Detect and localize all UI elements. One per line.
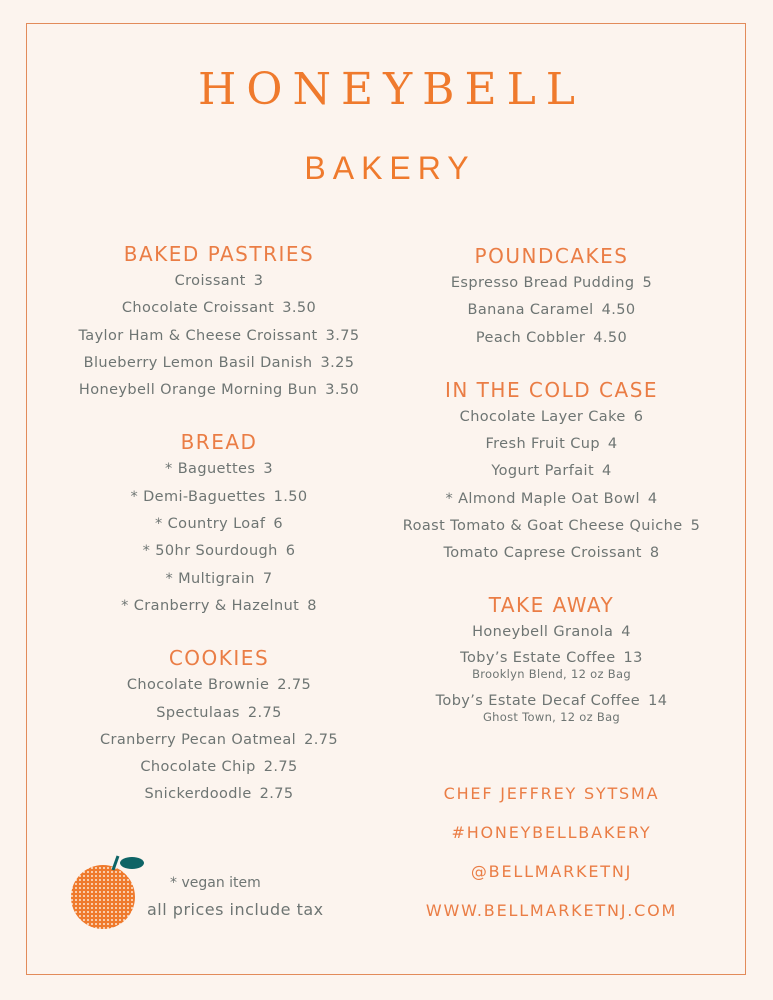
section-bread xyxy=(60,428,378,620)
menu-item xyxy=(395,486,708,513)
item-name: * Baguettes xyxy=(165,461,256,478)
item-price: 1.50 xyxy=(273,488,308,505)
menu-item xyxy=(395,619,708,646)
menu-item xyxy=(60,323,378,350)
item-price: 6 xyxy=(273,516,283,533)
item-name: Honeybell Granola xyxy=(472,623,614,640)
item-price: 14 xyxy=(648,692,668,709)
item-name: Yogurt Parfait xyxy=(491,463,595,480)
item-price: 4 xyxy=(607,436,618,453)
menu-item xyxy=(395,431,708,458)
item-price: 2.75 xyxy=(304,731,338,748)
social-handle: @BELLMARKETNJ xyxy=(470,862,633,881)
menu-item xyxy=(395,325,708,352)
item-name: Spectulaas xyxy=(156,704,240,721)
menu-item xyxy=(60,484,378,511)
orange-fruit-icon xyxy=(70,854,150,934)
menu-item xyxy=(60,295,378,322)
item-price: 6 xyxy=(285,543,296,560)
menu-item xyxy=(395,513,708,540)
item-name: Roast Tomato & Goat Cheese Quiche xyxy=(402,518,683,535)
item-name: Espresso Bread Pudding xyxy=(450,275,635,291)
section-title: TAKE AWAY xyxy=(488,592,615,617)
section-title: BAKED PASTRIES xyxy=(123,242,315,266)
item-name: Chocolate Layer Cake xyxy=(459,408,626,425)
menu-item xyxy=(60,377,378,404)
item-name: Chocolate Brownie xyxy=(126,677,270,694)
item-price: 3.25 xyxy=(320,354,355,371)
section-cold-case xyxy=(395,376,708,568)
item-name: Snickerdoodle xyxy=(144,786,252,803)
item-price: 3.50 xyxy=(282,300,317,317)
item-price: 5 xyxy=(690,518,701,535)
left-column xyxy=(60,240,378,809)
menu-item xyxy=(60,700,378,727)
item-name: Toby’s Estate Coffee xyxy=(460,649,616,666)
item-name: Croissant xyxy=(174,273,246,289)
hashtag: #HONEYBELLBAKERY xyxy=(451,823,652,842)
section-poundcakes xyxy=(395,242,708,352)
orange-leaf xyxy=(120,857,144,869)
item-detail: Brooklyn Blend, 12 oz Bag xyxy=(472,666,631,681)
menu-item xyxy=(395,297,708,324)
item-price: 4.50 xyxy=(601,302,636,319)
section-take-away xyxy=(395,591,708,726)
item-price: 7 xyxy=(262,570,273,587)
right-column xyxy=(395,242,708,726)
menu-item xyxy=(60,456,378,483)
menu-item xyxy=(60,672,378,699)
item-price: 3 xyxy=(263,461,273,478)
item-price: 4 xyxy=(602,463,612,480)
menu-item xyxy=(395,458,708,485)
tax-note: all prices include tax xyxy=(147,900,324,919)
item-price: 4 xyxy=(647,490,658,507)
item-price: 2.75 xyxy=(259,786,294,803)
section-baked-pastries xyxy=(60,240,378,404)
item-name: Tomato Caprese Croissant xyxy=(443,545,642,562)
menu-item xyxy=(60,727,378,754)
item-name: Banana Caramel xyxy=(467,302,594,319)
section-title: BREAD xyxy=(180,430,258,455)
item-price: 4.50 xyxy=(593,329,628,346)
item-name: Peach Cobbler xyxy=(475,329,586,346)
item-price: 3.75 xyxy=(325,327,360,344)
item-name: Cranberry Pecan Oatmeal xyxy=(100,731,297,748)
section-title: COOKIES xyxy=(168,646,270,671)
item-name: Honeybell Orange Morning Bun xyxy=(78,382,318,399)
item-price: 2.75 xyxy=(277,677,312,694)
item-name: Chocolate Croissant xyxy=(121,300,275,317)
section-title: POUNDCAKES xyxy=(474,244,629,268)
vegan-note: * vegan item xyxy=(170,875,261,891)
item-name: Blueberry Lemon Basil Danish xyxy=(83,354,313,371)
menu-item xyxy=(60,511,378,538)
item-price: 2.75 xyxy=(247,704,282,721)
brand-subtitle: BAKERY xyxy=(304,150,476,186)
item-name: Chocolate Chip xyxy=(140,759,256,776)
item-price: 8 xyxy=(649,545,660,562)
section-cookies xyxy=(60,644,378,808)
orange-body xyxy=(71,865,135,929)
brand-title: HONEYBELL xyxy=(198,64,585,115)
chef-name: CHEF JEFFREY SYTSMA xyxy=(443,784,660,803)
item-price: 5 xyxy=(642,275,653,291)
section-title: IN THE COLD CASE xyxy=(444,377,659,402)
menu-item xyxy=(60,350,378,377)
item-name: Taylor Ham & Cheese Croissant xyxy=(78,327,318,344)
item-name: * 50hr Sourdough xyxy=(142,543,278,560)
menu-item xyxy=(60,268,378,295)
item-price: 2.75 xyxy=(263,759,298,776)
website-link[interactable]: WWW.BELLMARKETNJ.COM xyxy=(425,901,678,920)
item-name: * Multigrain xyxy=(165,570,255,587)
item-price: 8 xyxy=(307,597,317,614)
menu-item xyxy=(60,566,378,593)
item-price: 4 xyxy=(621,623,631,640)
item-name: Fresh Fruit Cup xyxy=(485,436,600,453)
item-price: 13 xyxy=(623,649,643,666)
menu-item xyxy=(60,538,378,565)
menu-item xyxy=(395,540,708,567)
menu-item xyxy=(60,781,378,808)
item-name: Toby’s Estate Decaf Coffee xyxy=(435,692,641,709)
menu-item xyxy=(60,754,378,781)
item-price: 6 xyxy=(633,408,644,425)
item-price: 3.50 xyxy=(325,382,360,399)
item-name: * Almond Maple Oat Bowl xyxy=(445,490,640,507)
menu-item xyxy=(395,270,708,297)
menu-item xyxy=(60,593,378,620)
item-price: 3 xyxy=(253,273,264,289)
item-name: * Demi-Baguettes xyxy=(130,488,266,505)
item-detail: Ghost Town, 12 oz Bag xyxy=(482,709,621,724)
item-name: * Country Loaf xyxy=(155,516,266,533)
item-name: * Cranberry & Hazelnut xyxy=(121,597,300,614)
menu-item xyxy=(395,404,708,431)
